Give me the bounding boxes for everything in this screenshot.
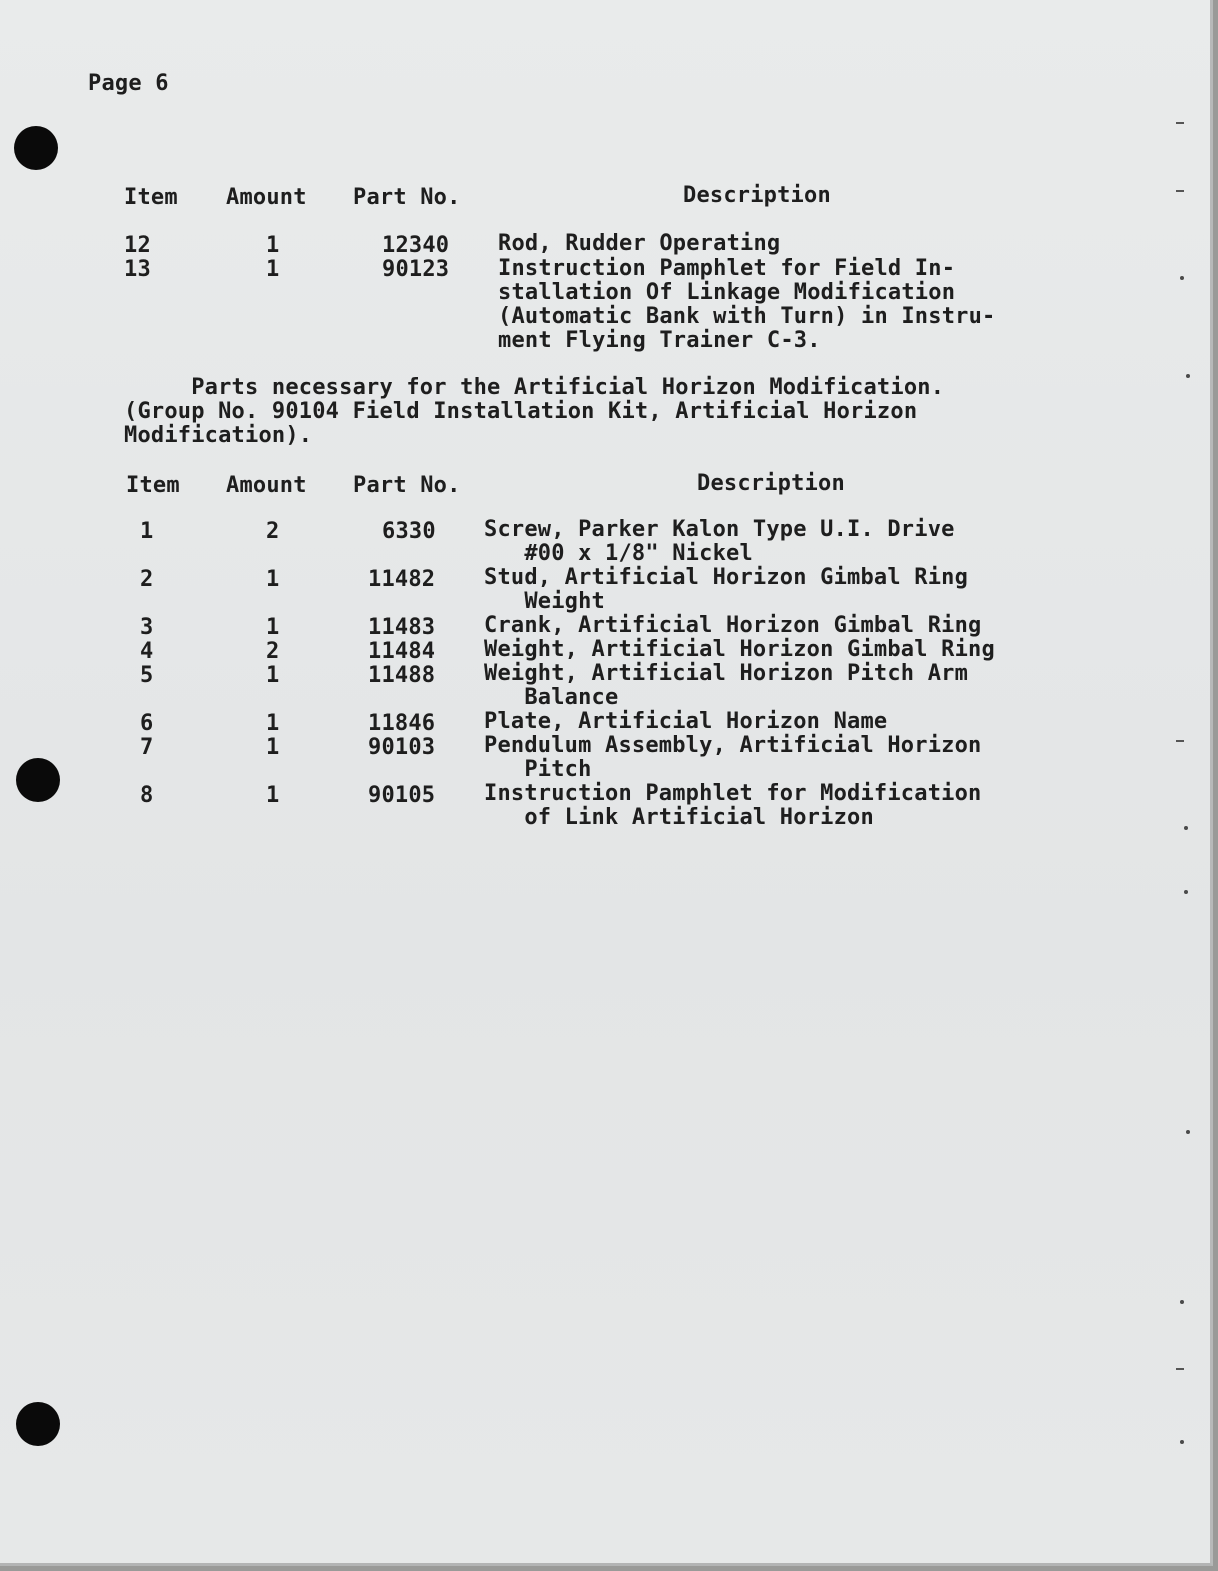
row-description-line: stallation Of Linkage Modification — [498, 280, 956, 305]
row-description-line: (Automatic Bank with Turn) in Instru- — [498, 304, 996, 329]
row-description-line: Weight, Artificial Horizon Gimbal Ring — [484, 637, 995, 662]
row-part-no: 11488 — [368, 663, 436, 688]
row-part-no: 6330 — [382, 519, 436, 544]
row-item: 6 — [140, 711, 154, 736]
row-description-line: Screw, Parker Kalon Type U.I. Drive — [484, 517, 955, 542]
row-item: 8 — [140, 783, 154, 808]
paragraph-line: (Group No. 90104 Field Installation Kit, Artificial Horizon — [124, 399, 918, 424]
margin-mark — [1176, 190, 1184, 192]
row-part-no: 11484 — [368, 639, 436, 664]
row-amount: 2 — [266, 639, 280, 664]
binder-hole-top — [14, 126, 58, 170]
row-amount: 1 — [266, 735, 280, 760]
margin-mark — [1176, 740, 1184, 742]
margin-mark — [1176, 1368, 1184, 1370]
row-description-line: Weight — [484, 589, 606, 614]
column-header-amount: Amount — [226, 473, 307, 498]
margin-speck — [1186, 1130, 1190, 1134]
row-description-line: Pendulum Assembly, Artificial Horizon — [484, 733, 982, 758]
row-description-line: #00 x 1/8" Nickel — [484, 541, 753, 566]
row-amount: 2 — [266, 519, 280, 544]
margin-speck — [1180, 1300, 1184, 1304]
row-description-line: Instruction Pamphlet for Field In- — [498, 256, 956, 281]
margin-mark — [1176, 122, 1184, 124]
row-description-line: Crank, Artificial Horizon Gimbal Ring — [484, 613, 982, 638]
binder-hole-bottom — [16, 1402, 60, 1446]
row-item: 3 — [140, 615, 154, 640]
column-header-description: Description — [697, 471, 845, 496]
row-part-no: 90105 — [368, 783, 436, 808]
row-description-line: Instruction Pamphlet for Modification — [484, 781, 982, 806]
column-header-part-no: Part No. — [353, 473, 461, 498]
row-description-line: Balance — [484, 685, 619, 710]
row-item: 5 — [140, 663, 154, 688]
margin-speck — [1180, 276, 1184, 280]
row-description-line: ment Flying Trainer C-3. — [498, 328, 821, 353]
row-amount: 1 — [266, 567, 280, 592]
row-item: 1 — [140, 519, 154, 544]
column-header-part-no: Part No. — [353, 185, 461, 210]
row-amount: 1 — [266, 783, 280, 808]
binder-hole-middle — [16, 758, 60, 802]
row-amount: 1 — [266, 615, 280, 640]
column-header-amount: Amount — [226, 185, 307, 210]
row-amount: 1 — [266, 711, 280, 736]
row-part-no: 11483 — [368, 615, 436, 640]
margin-speck — [1184, 826, 1188, 830]
row-part-no: 11482 — [368, 567, 436, 592]
row-amount: 1 — [266, 233, 280, 258]
column-header-item: Item — [126, 473, 180, 498]
row-item: 2 — [140, 567, 154, 592]
column-header-description: Description — [683, 183, 831, 208]
row-part-no: 90123 — [382, 257, 450, 282]
row-item: 7 — [140, 735, 154, 760]
row-amount: 1 — [266, 257, 280, 282]
row-description-line: Rod, Rudder Operating — [498, 231, 781, 256]
row-part-no: 90103 — [368, 735, 436, 760]
row-part-no: 11846 — [368, 711, 436, 736]
column-header-item: Item — [124, 185, 178, 210]
paragraph-line: Parts necessary for the Artificial Horizon Modification. — [124, 375, 945, 400]
row-description-line: Weight, Artificial Horizon Pitch Arm — [484, 661, 969, 686]
row-description-line: Pitch — [484, 757, 592, 782]
row-item: 12 — [124, 233, 151, 258]
page-label: Page 6 — [88, 71, 169, 96]
margin-speck — [1186, 374, 1190, 378]
row-description-line: Plate, Artificial Horizon Name — [484, 709, 888, 734]
row-description-line: of Link Artificial Horizon — [484, 805, 874, 830]
row-amount: 1 — [266, 663, 280, 688]
paragraph-line: Modification). — [124, 423, 313, 448]
row-description-line: Stud, Artificial Horizon Gimbal Ring — [484, 565, 969, 590]
row-item: 4 — [140, 639, 154, 664]
margin-speck — [1184, 890, 1188, 894]
margin-speck — [1180, 1440, 1184, 1444]
row-item: 13 — [124, 257, 151, 282]
row-part-no: 12340 — [382, 233, 450, 258]
